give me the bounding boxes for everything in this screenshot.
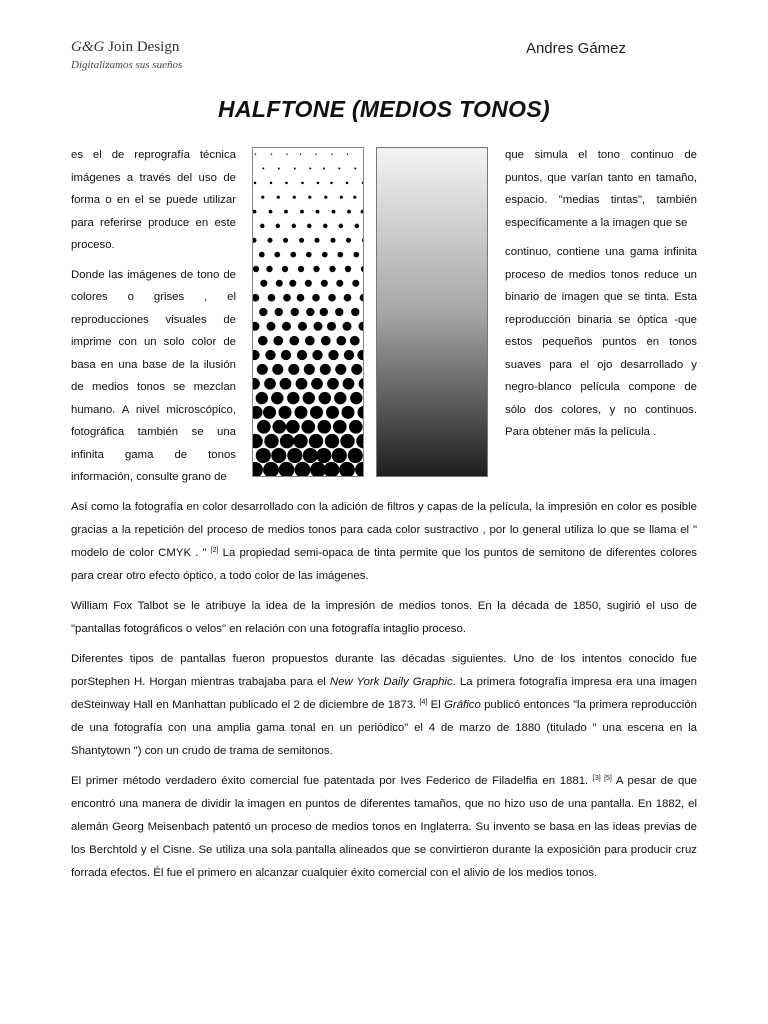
halftone-dot (303, 392, 315, 404)
halftone-dot (312, 350, 322, 360)
halftone-dots-figure (252, 147, 364, 477)
halftone-dot (280, 434, 294, 448)
halftone-dot (324, 462, 340, 477)
halftone-dot (278, 406, 291, 419)
halftone-dot (271, 448, 286, 463)
halftone-dot (321, 336, 331, 346)
halftone-dot (274, 252, 280, 258)
halftone-dot (330, 182, 333, 185)
halftone-dot (301, 182, 304, 185)
paragraph-ives: El primer método verdadero éxito comercial fue patentada por Ives Federico de Filadelfia en 1881. [3] [5] A pesar de que encontró una manera de dividir la imagen en puntos de diferentes tamaños, que no hizo uso de una pantalla. En 1882, el alemán Georg Meisenbach patentó un proceso de medios tonos en Inglaterra. Su invento se basa en las ideas previas de los Berchtold y el Cisne. Se utiliza una sola pantalla alineados que se convirtieron durante la exposición para producir cruz forrada efectos. Él fue el primero en alcanzar cualquier éxito comercial con el alivio de los medios tonos. (71, 775, 697, 879)
halftone-dot (338, 168, 340, 170)
halftone-dot (310, 462, 326, 477)
halftone-dot (273, 336, 283, 346)
halftone-dot (320, 308, 328, 316)
right-paragraph-1: que simula el tono continuo de puntos, que varían tanto en tamaño, espacio. "medias tintas", también específicamente a la imagen que se (505, 149, 697, 229)
halftone-dot (313, 322, 322, 331)
brand-tagline: Digitalizamos sus sueños (71, 59, 183, 71)
halftone-dot (306, 252, 312, 258)
halftone-dot (289, 336, 299, 346)
halftone-dot (286, 420, 300, 434)
halftone-dot (308, 196, 311, 199)
halftone-dot (263, 406, 276, 419)
paragraph-talbot: William Fox Talbot se le atribuye la idea de la impresión de medios tonos. En la década de 1850, sugirió el uso de "pantallas fotográficos o velos" en relación con una fotografía intaglio proceso. (71, 600, 697, 635)
halftone-dot (297, 350, 307, 360)
halftone-dot (304, 364, 315, 375)
halftone-dot (254, 182, 257, 185)
halftone-dot (355, 224, 359, 228)
halftone-dot (305, 336, 315, 346)
halftone-dot (315, 154, 316, 155)
halftone-dot (260, 280, 267, 287)
halftone-dot (309, 434, 323, 448)
halftone-dot (300, 210, 304, 214)
halftone-dot (296, 378, 308, 390)
halftone-dot (352, 280, 359, 287)
halftone-dot (265, 350, 275, 360)
paragraph-horgan: Diferentes tipos de pantallas fueron propuestos durante las décadas siguientes. Uno de los intentos conocido fue porStephen H. Horgan mientras trabajaba para el New York Daily Graphic. La primera fotografía impresa era una imagen deSteinway Hall en Manhattan publicado el 2 de diciembre de 1873. [4] El Gráfico publicó entonces "la primera reproducción de una fotografía con una amplia gama tonal en un periódico" el 4 de marzo de 1880 (titulado " una escena en la Shantytown ") con un crudo de trama de semitonos. (71, 653, 697, 757)
halftone-dot (299, 238, 304, 243)
halftone-dot (340, 434, 354, 448)
halftone-dot (339, 462, 355, 477)
halftone-dot (257, 364, 268, 375)
halftone-dot (285, 182, 288, 185)
halftone-dot (339, 224, 343, 228)
halftone-dot (286, 154, 287, 155)
halftone-dot (317, 182, 320, 185)
halftone-dot (323, 168, 325, 170)
halftone-dot (347, 210, 351, 214)
halftone-dot (291, 308, 299, 316)
halftone-dot (346, 182, 349, 185)
halftone-dot (259, 252, 265, 258)
halftone-dot (258, 336, 268, 346)
halftone-dot (328, 294, 336, 302)
halftone-dot (346, 238, 351, 243)
halftone-dot (282, 322, 291, 331)
halftone-dot (351, 308, 359, 316)
halftone-dot (322, 252, 328, 258)
halftone-dot (335, 364, 346, 375)
halftone-dot (298, 266, 304, 272)
halftone-dot (350, 336, 360, 346)
citation-4[interactable]: [4] (419, 699, 428, 706)
halftone-dot (295, 462, 311, 477)
halftone-dot (310, 406, 323, 419)
halftone-dot (301, 420, 315, 434)
halftone-dot (325, 434, 339, 448)
halftone-dot (353, 252, 359, 258)
halftone-dot (317, 420, 331, 434)
left-paragraph-1: es el de reprografía técnica imágenes a través del uso de forma o en el se puede utilizar para referirse produce en este proceso. (71, 149, 236, 251)
halftone-dot (293, 434, 307, 448)
halftone-dot (316, 210, 320, 214)
halftone-dot (271, 392, 283, 404)
halftone-dot (327, 322, 336, 331)
halftone-dot (309, 168, 311, 170)
halftone-dot (282, 266, 288, 272)
halftone-dot (283, 238, 288, 243)
halftone-dot (253, 210, 257, 214)
halftone-dot (287, 448, 302, 463)
halftone-dot (281, 350, 291, 360)
halftone-dot (319, 392, 331, 404)
halftone-dot (279, 462, 295, 477)
halftone-dot (256, 392, 268, 404)
halftone-dot (253, 266, 259, 272)
halftone-dot (277, 196, 280, 199)
halftone-dot (266, 266, 272, 272)
halftone-dot (353, 196, 356, 199)
halftone-dot (345, 266, 351, 272)
halftone-dot (294, 406, 307, 419)
halftone-dot (272, 364, 283, 375)
gradient-figure (376, 147, 488, 477)
article-body (71, 496, 697, 892)
halftone-dot (289, 280, 296, 287)
halftone-dot (252, 294, 259, 302)
halftone-dot (313, 266, 319, 272)
halftone-dot (256, 448, 271, 463)
halftone-dot (288, 364, 299, 375)
halftone-dot (260, 224, 264, 228)
halftone-dot (333, 420, 347, 434)
citation-3-5[interactable]: [3] [5] (592, 775, 612, 782)
halftone-dot (261, 196, 264, 199)
halftone-dot (336, 280, 343, 287)
halftone-dot (294, 168, 296, 170)
halftone-dot (312, 294, 320, 302)
halftone-dot (354, 168, 356, 170)
halftone-dot (298, 322, 307, 331)
left-paragraph-2: Donde las imágenes de tono de colores o grises , el reproducciones visuales de imprime con un solo color de basa en una base de la ilusión de medios tonos se mezclan humano. A nivel microscópico, fotográfica también se una infinita gama de tonos información, consulte grano de (71, 268, 236, 483)
halftone-dot (329, 266, 335, 272)
halftone-dot (266, 322, 275, 331)
halftone-dot (276, 280, 283, 287)
halftone-dot (290, 252, 296, 258)
left-column (71, 144, 236, 489)
halftone-dot (331, 154, 332, 155)
halftone-dot (351, 364, 362, 375)
halftone-dot (263, 462, 279, 477)
halftone-dot (271, 154, 272, 155)
halftone-dot (342, 322, 351, 331)
halftone-dot (255, 154, 256, 155)
halftone-dot (336, 336, 346, 346)
halftone-dot (327, 378, 339, 390)
halftone-dot (292, 224, 296, 228)
halftone-dot (347, 154, 348, 155)
halftone-dot (320, 364, 331, 375)
halftone-dot (326, 406, 339, 419)
author-name: Andres Gámez (525, 40, 626, 57)
halftone-dot (332, 448, 347, 463)
halftone-dot (262, 168, 264, 170)
brand (71, 39, 179, 56)
halftone-dot (348, 448, 363, 463)
halftone-dot (269, 210, 273, 214)
brand-logo: G&G (71, 39, 105, 55)
halftone-dot (324, 196, 327, 199)
halftone-dot (307, 224, 311, 228)
halftone-dot (267, 238, 272, 243)
halftone-dot (316, 448, 331, 463)
halftone-dot (270, 182, 273, 185)
right-column (505, 144, 697, 444)
halftone-dot (306, 308, 314, 316)
halftone-dot (323, 224, 327, 228)
halftone-dot (259, 308, 267, 316)
halftone-dot (341, 406, 354, 419)
halftone-dot (335, 308, 343, 316)
halftone-dot (280, 378, 292, 390)
halftone-dot (344, 350, 354, 360)
citation-2[interactable]: [2] (210, 547, 219, 554)
halftone-dot (328, 350, 338, 360)
halftone-dot (283, 294, 291, 302)
halftone-dot (264, 434, 278, 448)
gradient-bar (377, 148, 488, 477)
brand-name: Join Design (104, 39, 180, 55)
halftone-dot (287, 392, 299, 404)
halftone-dot (343, 378, 355, 390)
halftone-dot (330, 238, 335, 243)
halftone-dot (350, 392, 362, 404)
halftone-dot (275, 308, 283, 316)
halftone-dot (349, 420, 363, 434)
halftone-dot (268, 294, 276, 302)
halftone-dot (276, 224, 280, 228)
halftone-dot (278, 168, 280, 170)
halftone-dot (297, 294, 305, 302)
halftone-dot (300, 154, 301, 155)
page-title: HALFTONE (MEDIOS TONOS) (218, 96, 550, 122)
halftone-dot (272, 420, 286, 434)
halftone-dot (311, 378, 323, 390)
halftone-dot (264, 378, 276, 390)
paragraph-cmyk: Así como la fotografía en color desarrollado con la adición de filtros y capas de la película, la impresión en color es posible gracias a la repetición del proceso de medios tonos para cada color sustractivo , por lo general utiliza lo que se llama el " modelo de color CMYK . " [2] La propiedad semi-opaca de tinta permite que los puntos de semitono de diferentes colores para crear otro efecto óptico, a todo color de las imágenes. (71, 501, 697, 582)
halftone-dot (332, 210, 336, 214)
halftone-dot (284, 210, 288, 214)
halftone-dot (314, 238, 319, 243)
halftone-dot (321, 280, 328, 287)
halftone-dot (344, 294, 352, 302)
halftone-dot (303, 448, 318, 463)
halftone-dot (340, 196, 343, 199)
halftone-dot (293, 196, 296, 199)
right-paragraph-2: continuo, contiene una gama infinita proceso de medios tonos reduce un binario de imagen que se tinta. Esta reproducción binaria se óptica -que estos pequeños puntos en tonos suaves para el ojo desarrollado y negro-blanco película compone de sólo dos colores, y no continuos. Para obtener más la película . (505, 246, 697, 438)
halftone-dot (337, 252, 343, 258)
halftone-dot (305, 280, 312, 287)
halftone-dot (334, 392, 346, 404)
halftone-dot (257, 420, 271, 434)
